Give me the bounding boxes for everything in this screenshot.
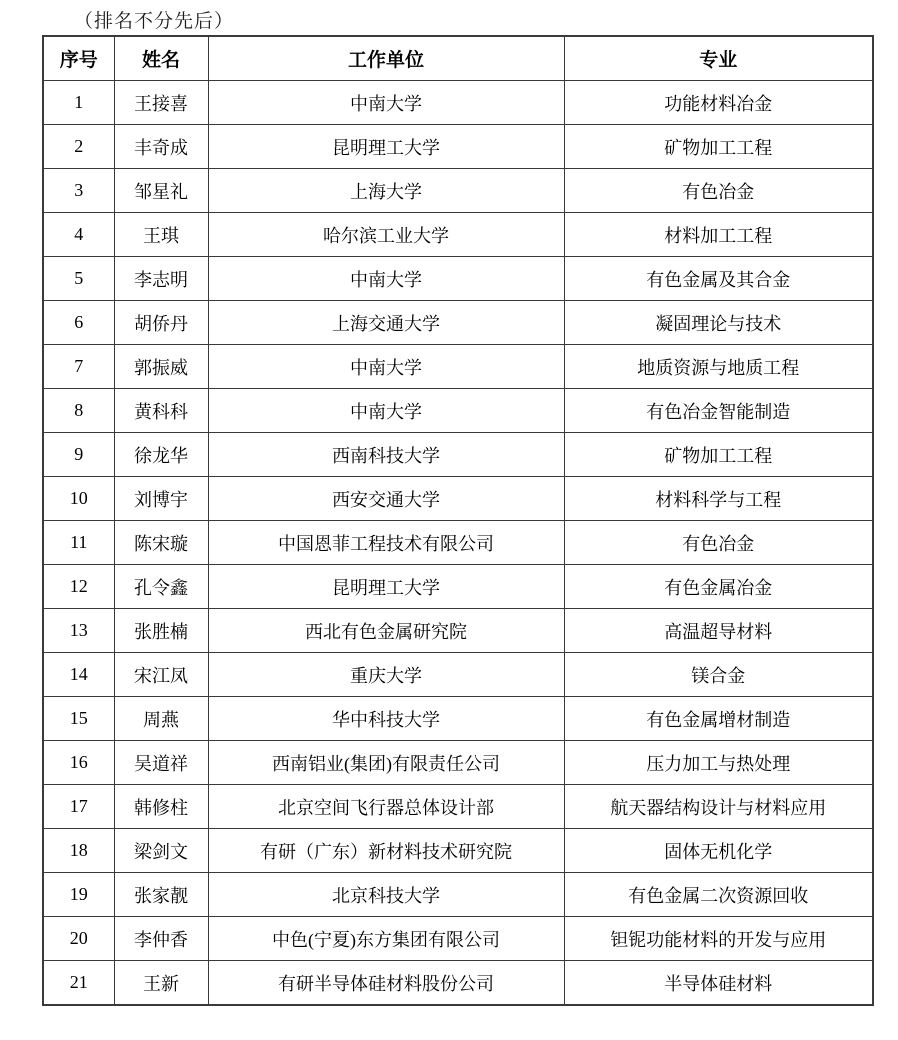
cell-major: 有色金属二次资源回收 bbox=[564, 873, 873, 917]
cell-name: 孔令鑫 bbox=[114, 565, 208, 609]
table-body bbox=[43, 81, 873, 1006]
table-row bbox=[43, 565, 873, 609]
cell-major: 压力加工与热处理 bbox=[564, 741, 873, 785]
cell-index: 18 bbox=[43, 829, 114, 873]
table-row bbox=[43, 257, 873, 301]
cell-workunit: 重庆大学 bbox=[208, 653, 564, 697]
cell-major: 矿物加工工程 bbox=[564, 125, 873, 169]
cell-index: 15 bbox=[43, 697, 114, 741]
cell-workunit: 华中科技大学 bbox=[208, 697, 564, 741]
cell-name: 郭振威 bbox=[114, 345, 208, 389]
cell-name: 丰奇成 bbox=[114, 125, 208, 169]
header-name: 姓名 bbox=[114, 36, 208, 81]
cell-workunit: 昆明理工大学 bbox=[208, 565, 564, 609]
cell-name: 邹星礼 bbox=[114, 169, 208, 213]
cell-workunit: 中南大学 bbox=[208, 257, 564, 301]
cell-workunit: 中南大学 bbox=[208, 345, 564, 389]
cell-index: 11 bbox=[43, 521, 114, 565]
cell-name: 胡侨丹 bbox=[114, 301, 208, 345]
cell-major: 有色金属冶金 bbox=[564, 565, 873, 609]
cell-workunit: 有研半导体硅材料股份公司 bbox=[208, 961, 564, 1006]
cell-name: 李仲香 bbox=[114, 917, 208, 961]
cell-index: 19 bbox=[43, 873, 114, 917]
cell-index: 10 bbox=[43, 477, 114, 521]
expert-roster-table bbox=[42, 35, 874, 1006]
cell-major: 钽铌功能材料的开发与应用 bbox=[564, 917, 873, 961]
cell-major: 固体无机化学 bbox=[564, 829, 873, 873]
cell-workunit: 中南大学 bbox=[208, 389, 564, 433]
cell-workunit: 昆明理工大学 bbox=[208, 125, 564, 169]
cell-name: 张胜楠 bbox=[114, 609, 208, 653]
cell-major: 有色冶金智能制造 bbox=[564, 389, 873, 433]
cell-index: 17 bbox=[43, 785, 114, 829]
table-row bbox=[43, 653, 873, 697]
cell-index: 14 bbox=[43, 653, 114, 697]
cell-index: 13 bbox=[43, 609, 114, 653]
cell-name: 徐龙华 bbox=[114, 433, 208, 477]
cell-major: 地质资源与地质工程 bbox=[564, 345, 873, 389]
cell-workunit: 中色(宁夏)东方集团有限公司 bbox=[208, 917, 564, 961]
cell-name: 李志明 bbox=[114, 257, 208, 301]
cell-workunit: 哈尔滨工业大学 bbox=[208, 213, 564, 257]
cell-name: 宋江凤 bbox=[114, 653, 208, 697]
table-row bbox=[43, 213, 873, 257]
cell-workunit: 上海大学 bbox=[208, 169, 564, 213]
cell-name: 王琪 bbox=[114, 213, 208, 257]
cell-workunit: 北京科技大学 bbox=[208, 873, 564, 917]
table-row bbox=[43, 389, 873, 433]
header-major: 专业 bbox=[564, 36, 873, 81]
cell-workunit: 西南铝业(集团)有限责任公司 bbox=[208, 741, 564, 785]
cell-major: 材料加工工程 bbox=[564, 213, 873, 257]
cell-name: 黄科科 bbox=[114, 389, 208, 433]
cell-major: 有色金属增材制造 bbox=[564, 697, 873, 741]
cell-index: 8 bbox=[43, 389, 114, 433]
cell-name: 吴道祥 bbox=[114, 741, 208, 785]
cell-workunit: 西北有色金属研究院 bbox=[208, 609, 564, 653]
table-row bbox=[43, 301, 873, 345]
cell-name: 张家靓 bbox=[114, 873, 208, 917]
cell-workunit: 有研（广东）新材料技术研究院 bbox=[208, 829, 564, 873]
cell-index: 1 bbox=[43, 81, 114, 125]
cell-name: 韩修柱 bbox=[114, 785, 208, 829]
cell-index: 20 bbox=[43, 917, 114, 961]
table-row bbox=[43, 609, 873, 653]
cell-name: 王接喜 bbox=[114, 81, 208, 125]
cell-index: 4 bbox=[43, 213, 114, 257]
cell-workunit: 上海交通大学 bbox=[208, 301, 564, 345]
cell-major: 航天器结构设计与材料应用 bbox=[564, 785, 873, 829]
table-row bbox=[43, 917, 873, 961]
cell-name: 陈宋璇 bbox=[114, 521, 208, 565]
cell-name: 梁剑文 bbox=[114, 829, 208, 873]
cell-name: 刘博宇 bbox=[114, 477, 208, 521]
cell-workunit: 北京空间飞行器总体设计部 bbox=[208, 785, 564, 829]
table-row bbox=[43, 741, 873, 785]
table-row bbox=[43, 433, 873, 477]
cell-index: 3 bbox=[43, 169, 114, 213]
cell-index: 7 bbox=[43, 345, 114, 389]
cell-major: 材料科学与工程 bbox=[564, 477, 873, 521]
table-header-row bbox=[43, 36, 873, 81]
table-row bbox=[43, 345, 873, 389]
cell-index: 16 bbox=[43, 741, 114, 785]
table-row bbox=[43, 785, 873, 829]
cell-index: 9 bbox=[43, 433, 114, 477]
cell-index: 2 bbox=[43, 125, 114, 169]
cell-major: 有色冶金 bbox=[564, 169, 873, 213]
table-row bbox=[43, 477, 873, 521]
cell-workunit: 西安交通大学 bbox=[208, 477, 564, 521]
table-row bbox=[43, 829, 873, 873]
cell-major: 有色冶金 bbox=[564, 521, 873, 565]
cell-major: 高温超导材料 bbox=[564, 609, 873, 653]
table-row bbox=[43, 169, 873, 213]
cell-major: 镁合金 bbox=[564, 653, 873, 697]
header-workunit: 工作单位 bbox=[208, 36, 564, 81]
cell-index: 6 bbox=[43, 301, 114, 345]
table-row bbox=[43, 697, 873, 741]
table-row bbox=[43, 81, 873, 125]
cell-major: 功能材料冶金 bbox=[564, 81, 873, 125]
cell-workunit: 中国恩菲工程技术有限公司 bbox=[208, 521, 564, 565]
cell-major: 半导体硅材料 bbox=[564, 961, 873, 1006]
cell-index: 21 bbox=[43, 961, 114, 1006]
header-index: 序号 bbox=[43, 36, 114, 81]
cell-name: 王新 bbox=[114, 961, 208, 1006]
table-row bbox=[43, 125, 873, 169]
ranking-note: （排名不分先后） bbox=[74, 11, 235, 32]
cell-major: 凝固理论与技术 bbox=[564, 301, 873, 345]
cell-index: 12 bbox=[43, 565, 114, 609]
table-row bbox=[43, 961, 873, 1006]
cell-name: 周燕 bbox=[114, 697, 208, 741]
cell-workunit: 中南大学 bbox=[208, 81, 564, 125]
cell-index: 5 bbox=[43, 257, 114, 301]
table-row bbox=[43, 521, 873, 565]
table-row bbox=[43, 873, 873, 917]
cell-major: 有色金属及其合金 bbox=[564, 257, 873, 301]
cell-major: 矿物加工工程 bbox=[564, 433, 873, 477]
cell-workunit: 西南科技大学 bbox=[208, 433, 564, 477]
